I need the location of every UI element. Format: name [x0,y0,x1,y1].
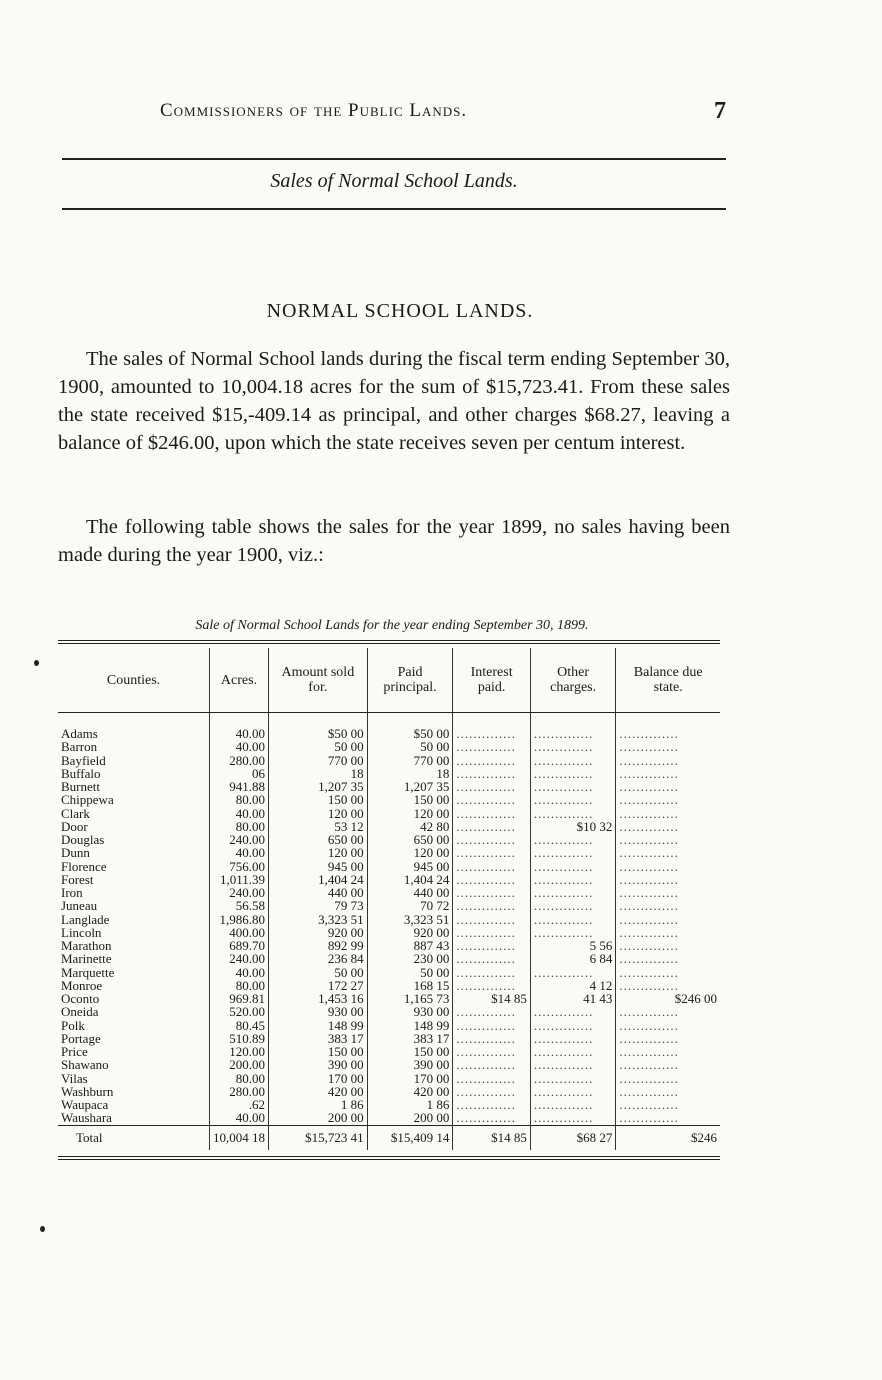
value-other-charges: 6 84 [530,952,615,965]
empty-leader-cell: .............. [616,1098,720,1111]
value-interest-paid: $14 85 [453,992,531,1005]
value-paid-principal: 120 00 [367,846,453,859]
body-paragraph-1 [58,345,730,457]
total-interest-paid: $14 85 [453,1125,531,1150]
table-row [58,899,720,912]
county-name: Juneau [61,898,98,914]
table-header-row [58,648,720,713]
value-acres: 40.00 [210,807,269,820]
empty-leader-cell: .............. [616,1072,720,1085]
value-amount-sold-for: 1,207 35 [269,780,368,793]
table-row [58,793,720,806]
empty-leader-cell: .............. [453,860,531,873]
table-row [58,754,720,767]
empty-leader-cell: .............. [616,740,720,753]
empty-leader-cell: .............. [616,767,720,780]
value-acres: 520.00 [210,1005,269,1018]
value-paid-principal: 1,404 24 [367,873,453,886]
empty-leader-cell: .............. [530,1111,615,1125]
table-row [58,833,720,846]
value-paid-principal: 440 00 [367,886,453,899]
spacer-cell [530,713,615,728]
empty-leader-cell: .............. [453,1058,531,1071]
county-name: Iron [61,885,83,901]
value-acres: 80.00 [210,793,269,806]
empty-leader-cell: .............. [616,754,720,767]
value-amount-sold-for: 170 00 [269,1072,368,1085]
empty-leader-cell: .............. [453,807,531,820]
value-paid-principal: 50 00 [367,966,453,979]
empty-leader-cell: .............. [453,780,531,793]
value-paid-principal: 770 00 [367,754,453,767]
table-row [58,1072,720,1085]
value-amount-sold-for: 770 00 [269,754,368,767]
empty-leader-cell: .............. [616,1019,720,1032]
empty-leader-cell: .............. [530,1045,615,1058]
value-amount-sold-for: 383 17 [269,1032,368,1045]
column-header-acres: Acres. [210,648,269,713]
value-acres: 40.00 [210,966,269,979]
table-row [58,740,720,753]
value-amount-sold-for: 930 00 [269,1005,368,1018]
value-acres: 280.00 [210,1085,269,1098]
paragraph-text: The sales of Normal School lands during the fiscal term ending September 30, 1900, amounted to 10,004.18 acres for the sum of $15,723.41. From these sales the state received $15,-409.14 as principal, and other charges $68.27, leaving a balance of $246.00, upon which the state receives seven per centum interest. [58,348,730,454]
table-row [58,939,720,952]
value-acres: 56.58 [210,899,269,912]
empty-leader-cell: .............. [616,913,720,926]
table-row [58,926,720,939]
table-row [58,820,720,833]
empty-leader-cell: .............. [530,1072,615,1085]
value-acres: 240.00 [210,833,269,846]
value-paid-principal: 150 00 [367,793,453,806]
county-name: Barron [61,739,98,755]
value-amount-sold-for: 892 99 [269,939,368,952]
value-amount-sold-for: 79 73 [269,899,368,912]
value-amount-sold-for: 945 00 [269,860,368,873]
total-amount-sold-for: $15,723 41 [269,1125,368,1150]
spacer-cell [269,713,368,728]
empty-leader-cell: .............. [453,1085,531,1098]
value-amount-sold-for: 200 00 [269,1111,368,1125]
table-caption: Sale of Normal School Lands for the year ending September 30, 1899. [195,618,589,633]
county-name: Shawano [61,1057,109,1073]
county-name: Langlade [61,911,110,927]
empty-leader-cell: .............. [616,926,720,939]
empty-leader-cell: .............. [453,913,531,926]
empty-leader-cell: .............. [530,860,615,873]
spacer-cell [210,713,269,728]
value-amount-sold-for: 420 00 [269,1085,368,1098]
table-row [58,873,720,886]
paragraph-text: The following table shows the sales for the year 1899, no sales having been made during the year 1900, viz.: [58,516,730,566]
table-total-row [58,1125,720,1150]
body-paragraph-2 [58,513,730,569]
empty-leader-cell: .............. [530,886,615,899]
spacer-cell [453,713,531,728]
empty-leader-cell: .............. [453,727,531,740]
value-amount-sold-for: 150 00 [269,793,368,806]
column-header-interest-paid: Interest paid. [453,648,531,713]
value-amount-sold-for: 1,453 16 [269,992,368,1005]
empty-leader-cell: .............. [453,1098,531,1111]
value-paid-principal: 50 00 [367,740,453,753]
value-paid-principal: 920 00 [367,926,453,939]
value-amount-sold-for: 120 00 [269,846,368,859]
total-label: Total [58,1125,210,1150]
county-name: Florence [61,858,107,874]
table-row [58,992,720,1005]
county-name: Door [61,818,88,834]
empty-leader-cell: .............. [530,1085,615,1098]
empty-leader-cell: .............. [453,926,531,939]
value-amount-sold-for: 650 00 [269,833,368,846]
header-rule-bottom [62,208,726,210]
empty-leader-cell: .............. [453,979,531,992]
empty-leader-cell: .............. [453,1019,531,1032]
value-paid-principal: 390 00 [367,1058,453,1071]
value-balance-due-state: $246 00 [616,992,720,1005]
value-amount-sold-for: 172 27 [269,979,368,992]
empty-leader-cell: .............. [616,886,720,899]
empty-leader-cell: .............. [453,1111,531,1125]
empty-leader-cell: .............. [616,727,720,740]
value-acres: 80.45 [210,1019,269,1032]
county-name: Monroe [61,977,103,993]
empty-leader-cell: .............. [616,952,720,965]
column-header-balance-due-state: Balance due state. [616,648,720,713]
empty-leader-cell: .............. [530,899,615,912]
value-acres: 06 [210,767,269,780]
value-acres: 689.70 [210,939,269,952]
column-header-paid-principal: Paid principal. [367,648,453,713]
county-name: Waupaca [61,1097,109,1113]
value-amount-sold-for: 3,323 51 [269,913,368,926]
table-row [58,1019,720,1032]
table-row [58,727,720,740]
table-row [58,886,720,899]
total-other-charges: $68 27 [530,1125,615,1150]
value-acres: 1,011.39 [210,873,269,886]
empty-leader-cell: .............. [530,754,615,767]
value-amount-sold-for: 50 00 [269,740,368,753]
table-row [58,860,720,873]
value-acres: 80.00 [210,1072,269,1085]
value-amount-sold-for: 53 12 [269,820,368,833]
table-row [58,913,720,926]
empty-leader-cell: .............. [530,913,615,926]
empty-leader-cell: .............. [453,952,531,965]
empty-leader-cell: .............. [530,740,615,753]
table-row [58,1085,720,1098]
empty-leader-cell: .............. [616,1085,720,1098]
empty-leader-cell: .............. [530,1019,615,1032]
table-row [58,1058,720,1071]
empty-leader-cell: .............. [453,833,531,846]
value-paid-principal: $50 00 [367,727,453,740]
empty-leader-cell: .............. [453,1045,531,1058]
total-acres: 10,004 18 [210,1125,269,1150]
spacer-cell [367,713,453,728]
empty-leader-cell: .............. [530,1005,615,1018]
value-other-charges: 4 12 [530,979,615,992]
value-amount-sold-for: 236 84 [269,952,368,965]
value-amount-sold-for: 150 00 [269,1045,368,1058]
empty-leader-cell: .............. [616,1058,720,1071]
value-paid-principal: 120 00 [367,807,453,820]
table-spacer-row [58,713,720,728]
running-head: Commissioners of the Public Lands. [160,100,468,121]
value-other-charges: 41 43 [530,992,615,1005]
county-name: Marinette [61,951,112,967]
county-name: Vilas [61,1070,88,1086]
value-amount-sold-for: $50 00 [269,727,368,740]
value-acres: 40.00 [210,727,269,740]
table-row [58,1005,720,1018]
value-acres: 80.00 [210,979,269,992]
empty-leader-cell: .............. [530,793,615,806]
empty-leader-cell: .............. [453,846,531,859]
table-row [58,767,720,780]
value-acres: 510.89 [210,1032,269,1045]
ink-dot-mark [40,1226,45,1232]
spacer-cell [58,713,210,728]
county-name: Portage [61,1030,101,1046]
total-balance-due-state: $246 [616,1125,720,1150]
value-acres: .62 [210,1098,269,1111]
county-name: Clark [61,805,90,821]
county-name: Forest [61,871,94,887]
spacer-cell [616,713,720,728]
empty-leader-cell: .............. [616,1032,720,1045]
empty-leader-cell: .............. [616,899,720,912]
empty-leader-cell: .............. [453,793,531,806]
ink-dot-mark [34,660,39,666]
county-name: Oneida [61,1004,99,1020]
value-paid-principal: 170 00 [367,1072,453,1085]
empty-leader-cell: .............. [616,939,720,952]
county-name: Marathon [61,938,112,954]
empty-leader-cell: .............. [616,780,720,793]
value-amount-sold-for: 18 [269,767,368,780]
empty-leader-cell: .............. [616,833,720,846]
value-paid-principal: 650 00 [367,833,453,846]
value-acres: 756.00 [210,860,269,873]
sales-table [58,640,720,1160]
subheader: Sales of Normal School Lands. [270,170,518,192]
empty-leader-cell: .............. [453,873,531,886]
county-name: Marquette [61,964,115,980]
value-paid-principal: 42 80 [367,820,453,833]
value-acres: 40.00 [210,740,269,753]
empty-leader-cell: .............. [530,966,615,979]
empty-leader-cell: .............. [453,966,531,979]
value-acres: 240.00 [210,886,269,899]
value-paid-principal: 3,323 51 [367,913,453,926]
empty-leader-cell: .............. [453,1072,531,1085]
value-amount-sold-for: 50 00 [269,966,368,979]
section-title: NORMAL SCHOOL LANDS. [266,300,534,322]
empty-leader-cell: .............. [616,860,720,873]
value-amount-sold-for: 390 00 [269,1058,368,1071]
column-header-amount-sold-for: Amount sold for. [269,648,368,713]
header-rule-top [62,158,726,160]
value-paid-principal: 420 00 [367,1085,453,1098]
empty-leader-cell: .............. [616,820,720,833]
table-row [58,1045,720,1058]
value-paid-principal: 200 00 [367,1111,453,1125]
value-paid-principal: 383 17 [367,1032,453,1045]
empty-leader-cell: .............. [530,873,615,886]
county-name: Buffalo [61,765,101,781]
table-row [58,807,720,820]
value-paid-principal: 1,165 73 [367,992,453,1005]
value-other-charges: 5 56 [530,939,615,952]
value-paid-principal: 1,207 35 [367,780,453,793]
county-name: Douglas [61,832,105,848]
county-name: Washburn [61,1083,114,1099]
table-row [58,1098,720,1111]
value-acres: 40.00 [210,1111,269,1125]
county-name: Waushara [61,1110,112,1126]
value-paid-principal: 1 86 [367,1098,453,1111]
total-paid-principal: $15,409 14 [367,1125,453,1150]
value-paid-principal: 70 72 [367,899,453,912]
empty-leader-cell: .............. [453,820,531,833]
column-header-counties: Counties. [58,648,210,713]
value-amount-sold-for: 148 99 [269,1019,368,1032]
empty-leader-cell: .............. [530,780,615,793]
empty-leader-cell: .............. [616,966,720,979]
empty-leader-cell: .............. [453,740,531,753]
empty-leader-cell: .............. [453,754,531,767]
county-name: Bayfield [61,752,106,768]
county-name: Dunn [61,845,90,861]
value-amount-sold-for: 920 00 [269,926,368,939]
empty-leader-cell: .............. [530,1032,615,1045]
empty-leader-cell: .............. [616,873,720,886]
empty-leader-cell: .............. [530,1058,615,1071]
empty-leader-cell: .............. [530,767,615,780]
empty-leader-cell: .............. [530,926,615,939]
value-acres: 280.00 [210,754,269,767]
value-acres: 80.00 [210,820,269,833]
empty-leader-cell: .............. [616,1111,720,1125]
value-acres: 120.00 [210,1045,269,1058]
value-amount-sold-for: 120 00 [269,807,368,820]
empty-leader-cell: .............. [616,1005,720,1018]
value-amount-sold-for: 1 86 [269,1098,368,1111]
empty-leader-cell: .............. [530,727,615,740]
county-name: Polk [61,1017,85,1033]
column-header-other-charges: Other charges. [530,648,615,713]
empty-leader-cell: .............. [616,807,720,820]
value-acres: 969.81 [210,992,269,1005]
county-name: Lincoln [61,924,102,940]
empty-leader-cell: .............. [616,979,720,992]
table-row [58,966,720,979]
table-row [58,1032,720,1045]
table-row [58,780,720,793]
empty-leader-cell: .............. [530,846,615,859]
table-row [58,979,720,992]
empty-leader-cell: .............. [453,1032,531,1045]
table-row [58,846,720,859]
value-acres: 941.88 [210,780,269,793]
value-acres: 400.00 [210,926,269,939]
value-paid-principal: 168 15 [367,979,453,992]
value-paid-principal: 150 00 [367,1045,453,1058]
empty-leader-cell: .............. [530,807,615,820]
empty-leader-cell: .............. [453,1005,531,1018]
value-paid-principal: 230 00 [367,952,453,965]
value-acres: 1,986.80 [210,913,269,926]
value-acres: 240.00 [210,952,269,965]
page-number: 7 [714,98,726,124]
table-row [58,1111,720,1125]
empty-leader-cell: .............. [616,1045,720,1058]
value-paid-principal: 945 00 [367,860,453,873]
value-paid-principal: 930 00 [367,1005,453,1018]
table-bottom-rule [58,1156,720,1160]
empty-leader-cell: .............. [530,833,615,846]
empty-leader-cell: .............. [453,886,531,899]
value-other-charges: $10 32 [530,820,615,833]
county-name: Oconto [61,991,100,1007]
value-acres: 200.00 [210,1058,269,1071]
value-paid-principal: 18 [367,767,453,780]
value-acres: 40.00 [210,846,269,859]
sales-table-grid [58,648,720,1150]
empty-leader-cell: .............. [453,767,531,780]
county-name: Burnett [61,779,100,795]
county-name: Adams [61,726,98,742]
empty-leader-cell: .............. [453,939,531,952]
value-amount-sold-for: 440 00 [269,886,368,899]
empty-leader-cell: .............. [530,1098,615,1111]
value-amount-sold-for: 1,404 24 [269,873,368,886]
empty-leader-cell: .............. [453,899,531,912]
value-paid-principal: 148 99 [367,1019,453,1032]
table-row [58,952,720,965]
empty-leader-cell: .............. [616,846,720,859]
value-paid-principal: 887 43 [367,939,453,952]
empty-leader-cell: .............. [616,793,720,806]
table-top-rule [58,640,720,648]
county-name: Price [61,1044,88,1060]
county-name: Chippewa [61,792,114,808]
